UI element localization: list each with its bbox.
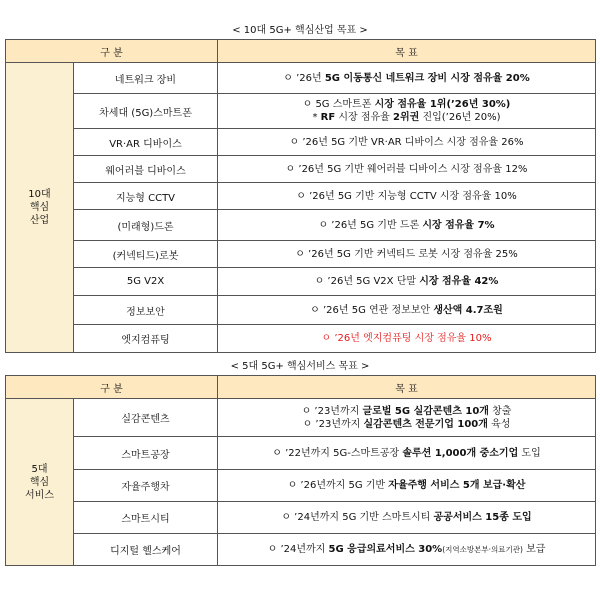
goal-text: ㅇ ’24년까지 5G 기반 스마트시티 bbox=[281, 512, 434, 523]
table-row bbox=[6, 241, 596, 268]
goal-cell bbox=[218, 470, 596, 502]
goal-line bbox=[222, 163, 591, 176]
goal-text: 5G 응급의료서비스 30% bbox=[328, 544, 443, 555]
category-cell bbox=[6, 63, 74, 353]
goal-text: 시장 점유율 bbox=[335, 112, 393, 123]
goal-line bbox=[222, 418, 591, 431]
goal-line bbox=[222, 511, 591, 524]
table-row bbox=[6, 63, 596, 94]
goal-cell bbox=[218, 210, 596, 241]
industry-header-row bbox=[6, 40, 596, 63]
goal-text: 자율주행 서비스 5개 보급·확산 bbox=[388, 480, 526, 491]
industry-table-caption: < 10대 5G+ 핵심산업 목표 > bbox=[232, 25, 368, 36]
goal-text: ㅇ ’26년까지 5G 기반 bbox=[287, 480, 389, 491]
goal-cell bbox=[218, 241, 596, 268]
goal-text: ㅇ ’24년까지 bbox=[267, 544, 329, 555]
goal-text: ㅇ ’26년 5G 기반 웨어러블 디바이스 시장 점유율 12% bbox=[285, 163, 528, 175]
header-goal: 목 표 bbox=[218, 40, 596, 63]
item-cell: 스마트공장 bbox=[74, 437, 218, 470]
goal-cell bbox=[218, 399, 596, 437]
category-label-line: 5대 bbox=[31, 463, 48, 475]
industry-goals-table bbox=[5, 39, 596, 353]
table-row bbox=[6, 210, 596, 241]
goal-cell bbox=[218, 325, 596, 353]
goal-text: * bbox=[312, 112, 321, 123]
item-cell: 5G V2X bbox=[74, 268, 218, 296]
category-label-line: 핵심 bbox=[29, 476, 50, 488]
goal-text: 창출 bbox=[488, 405, 512, 417]
goal-line bbox=[222, 219, 591, 232]
category-label-line: 핵심 bbox=[29, 202, 50, 213]
goal-text: ㅇ ’26년 5G 연관 정보보안 bbox=[310, 304, 434, 316]
item-cell: 정보보안 bbox=[74, 296, 218, 325]
goal-cell bbox=[218, 183, 596, 210]
goal-text: ㅇ ’26년 5G 기반 지능형 CCTV 시장 점유율 10% bbox=[296, 190, 517, 202]
goal-text: 공공서비스 15종 도입 bbox=[433, 512, 532, 523]
goal-line bbox=[222, 405, 591, 418]
category-label-line: 산업 bbox=[29, 215, 50, 226]
goal-cell bbox=[218, 502, 596, 534]
goal-line bbox=[222, 479, 591, 492]
goal-text: 시장 점유율 7% bbox=[422, 219, 495, 231]
table-row bbox=[6, 399, 596, 437]
category-cell bbox=[6, 399, 74, 566]
table-row bbox=[6, 129, 596, 156]
goal-cell bbox=[218, 268, 596, 296]
item-cell: 네트워크 장비 bbox=[74, 63, 218, 94]
goal-cell bbox=[218, 437, 596, 470]
service-header-row bbox=[6, 376, 596, 399]
table-row bbox=[6, 296, 596, 325]
goal-text: 시장 점유율 42% bbox=[419, 276, 499, 287]
table-row bbox=[6, 502, 596, 534]
goal-text: 솔루션 1,000개 중소기업 bbox=[402, 447, 519, 459]
item-cell: 엣지컴퓨팅 bbox=[74, 325, 218, 353]
goal-text: ㅇ 5G 스마트폰 bbox=[302, 99, 375, 110]
goal-text: 보급 bbox=[522, 544, 546, 555]
item-cell: 웨어러블 디바이스 bbox=[74, 156, 218, 183]
table-row bbox=[6, 325, 596, 353]
goal-line bbox=[222, 98, 591, 111]
goal-text: 글로벌 5G 실감콘텐츠 10개 bbox=[362, 405, 489, 417]
item-cell: 지능형 CCTV bbox=[74, 183, 218, 210]
table-row bbox=[6, 534, 596, 566]
table-row bbox=[6, 156, 596, 183]
item-cell: (커넥티드)로봇 bbox=[74, 241, 218, 268]
goal-cell bbox=[218, 156, 596, 183]
goal-text: (지역소방본부·의료기관) bbox=[442, 545, 523, 554]
table-row bbox=[6, 183, 596, 210]
header-category: 구 분 bbox=[6, 376, 218, 399]
goal-text: 시장 점유율 1위(’26년 30%) bbox=[374, 99, 511, 110]
goal-text: ㅇ ’26년 5G 기반 커넥티드 로봇 시장 점유율 25% bbox=[295, 248, 518, 260]
goal-text: 도입 bbox=[518, 447, 541, 459]
goal-line bbox=[222, 248, 591, 261]
goal-text: ㅇ ’26년 엣지컴퓨팅 시장 점유율 10% bbox=[321, 333, 492, 344]
header-category: 구 분 bbox=[6, 40, 218, 63]
goal-cell bbox=[218, 129, 596, 156]
goal-text: ㅇ ’23년까지 bbox=[301, 405, 363, 417]
table-row bbox=[6, 94, 596, 129]
item-cell: 스마트시티 bbox=[74, 502, 218, 534]
goal-line bbox=[222, 136, 591, 149]
goal-line bbox=[222, 447, 591, 460]
goal-line bbox=[222, 275, 591, 288]
item-cell: (미래형)드론 bbox=[74, 210, 218, 241]
goal-line bbox=[222, 72, 591, 85]
goal-cell bbox=[218, 94, 596, 129]
goal-text: 실감콘텐츠 전문기업 100개 bbox=[363, 418, 488, 430]
goal-text: 2위권 bbox=[393, 112, 420, 123]
header-goal: 목 표 bbox=[218, 376, 596, 399]
goal-line bbox=[222, 332, 591, 345]
goal-text: ㅇ ’22년까지 5G-스마트공장 bbox=[272, 447, 403, 459]
category-label-line: 서비스 bbox=[25, 489, 54, 501]
table-row bbox=[6, 268, 596, 296]
goal-text: RF bbox=[320, 112, 336, 123]
service-table-caption: < 5대 5G+ 핵심서비스 목표 > bbox=[230, 361, 370, 372]
goal-text: ㅇ ’26년 5G 기반 드론 bbox=[318, 219, 423, 231]
item-cell: 디지털 헬스케어 bbox=[74, 534, 218, 566]
table-row bbox=[6, 470, 596, 502]
goal-line bbox=[222, 111, 591, 124]
goal-text: ㅇ ’26년 bbox=[283, 72, 325, 84]
item-cell: 자율주행차 bbox=[74, 470, 218, 502]
item-cell: 실감콘텐츠 bbox=[74, 399, 218, 437]
goal-text: 생산액 4.7조원 bbox=[433, 304, 503, 316]
goal-text: 진입(’26년 20%) bbox=[419, 112, 501, 123]
goal-line bbox=[222, 190, 591, 203]
goal-text: ㅇ ’23년까지 bbox=[302, 418, 364, 430]
service-goals-table bbox=[5, 375, 596, 566]
goal-line bbox=[222, 543, 591, 556]
table-row bbox=[6, 437, 596, 470]
goal-text: ㅇ ’26년 5G V2X 단말 bbox=[314, 276, 420, 287]
item-cell: 차세대 (5G)스마트폰 bbox=[74, 94, 218, 129]
goal-text: ㅇ ’26년 5G 기반 VR·AR 디바이스 시장 점유율 26% bbox=[289, 136, 524, 148]
goal-cell bbox=[218, 63, 596, 94]
goal-cell bbox=[218, 296, 596, 325]
goal-line bbox=[222, 304, 591, 317]
goal-text: 5G 이동통신 네트워크 장비 시장 점유율 20% bbox=[324, 72, 530, 84]
goal-text: 육성 bbox=[487, 418, 511, 430]
item-cell: VR·AR 디바이스 bbox=[74, 129, 218, 156]
category-label-line: 10대 bbox=[28, 189, 51, 200]
goal-cell bbox=[218, 534, 596, 566]
